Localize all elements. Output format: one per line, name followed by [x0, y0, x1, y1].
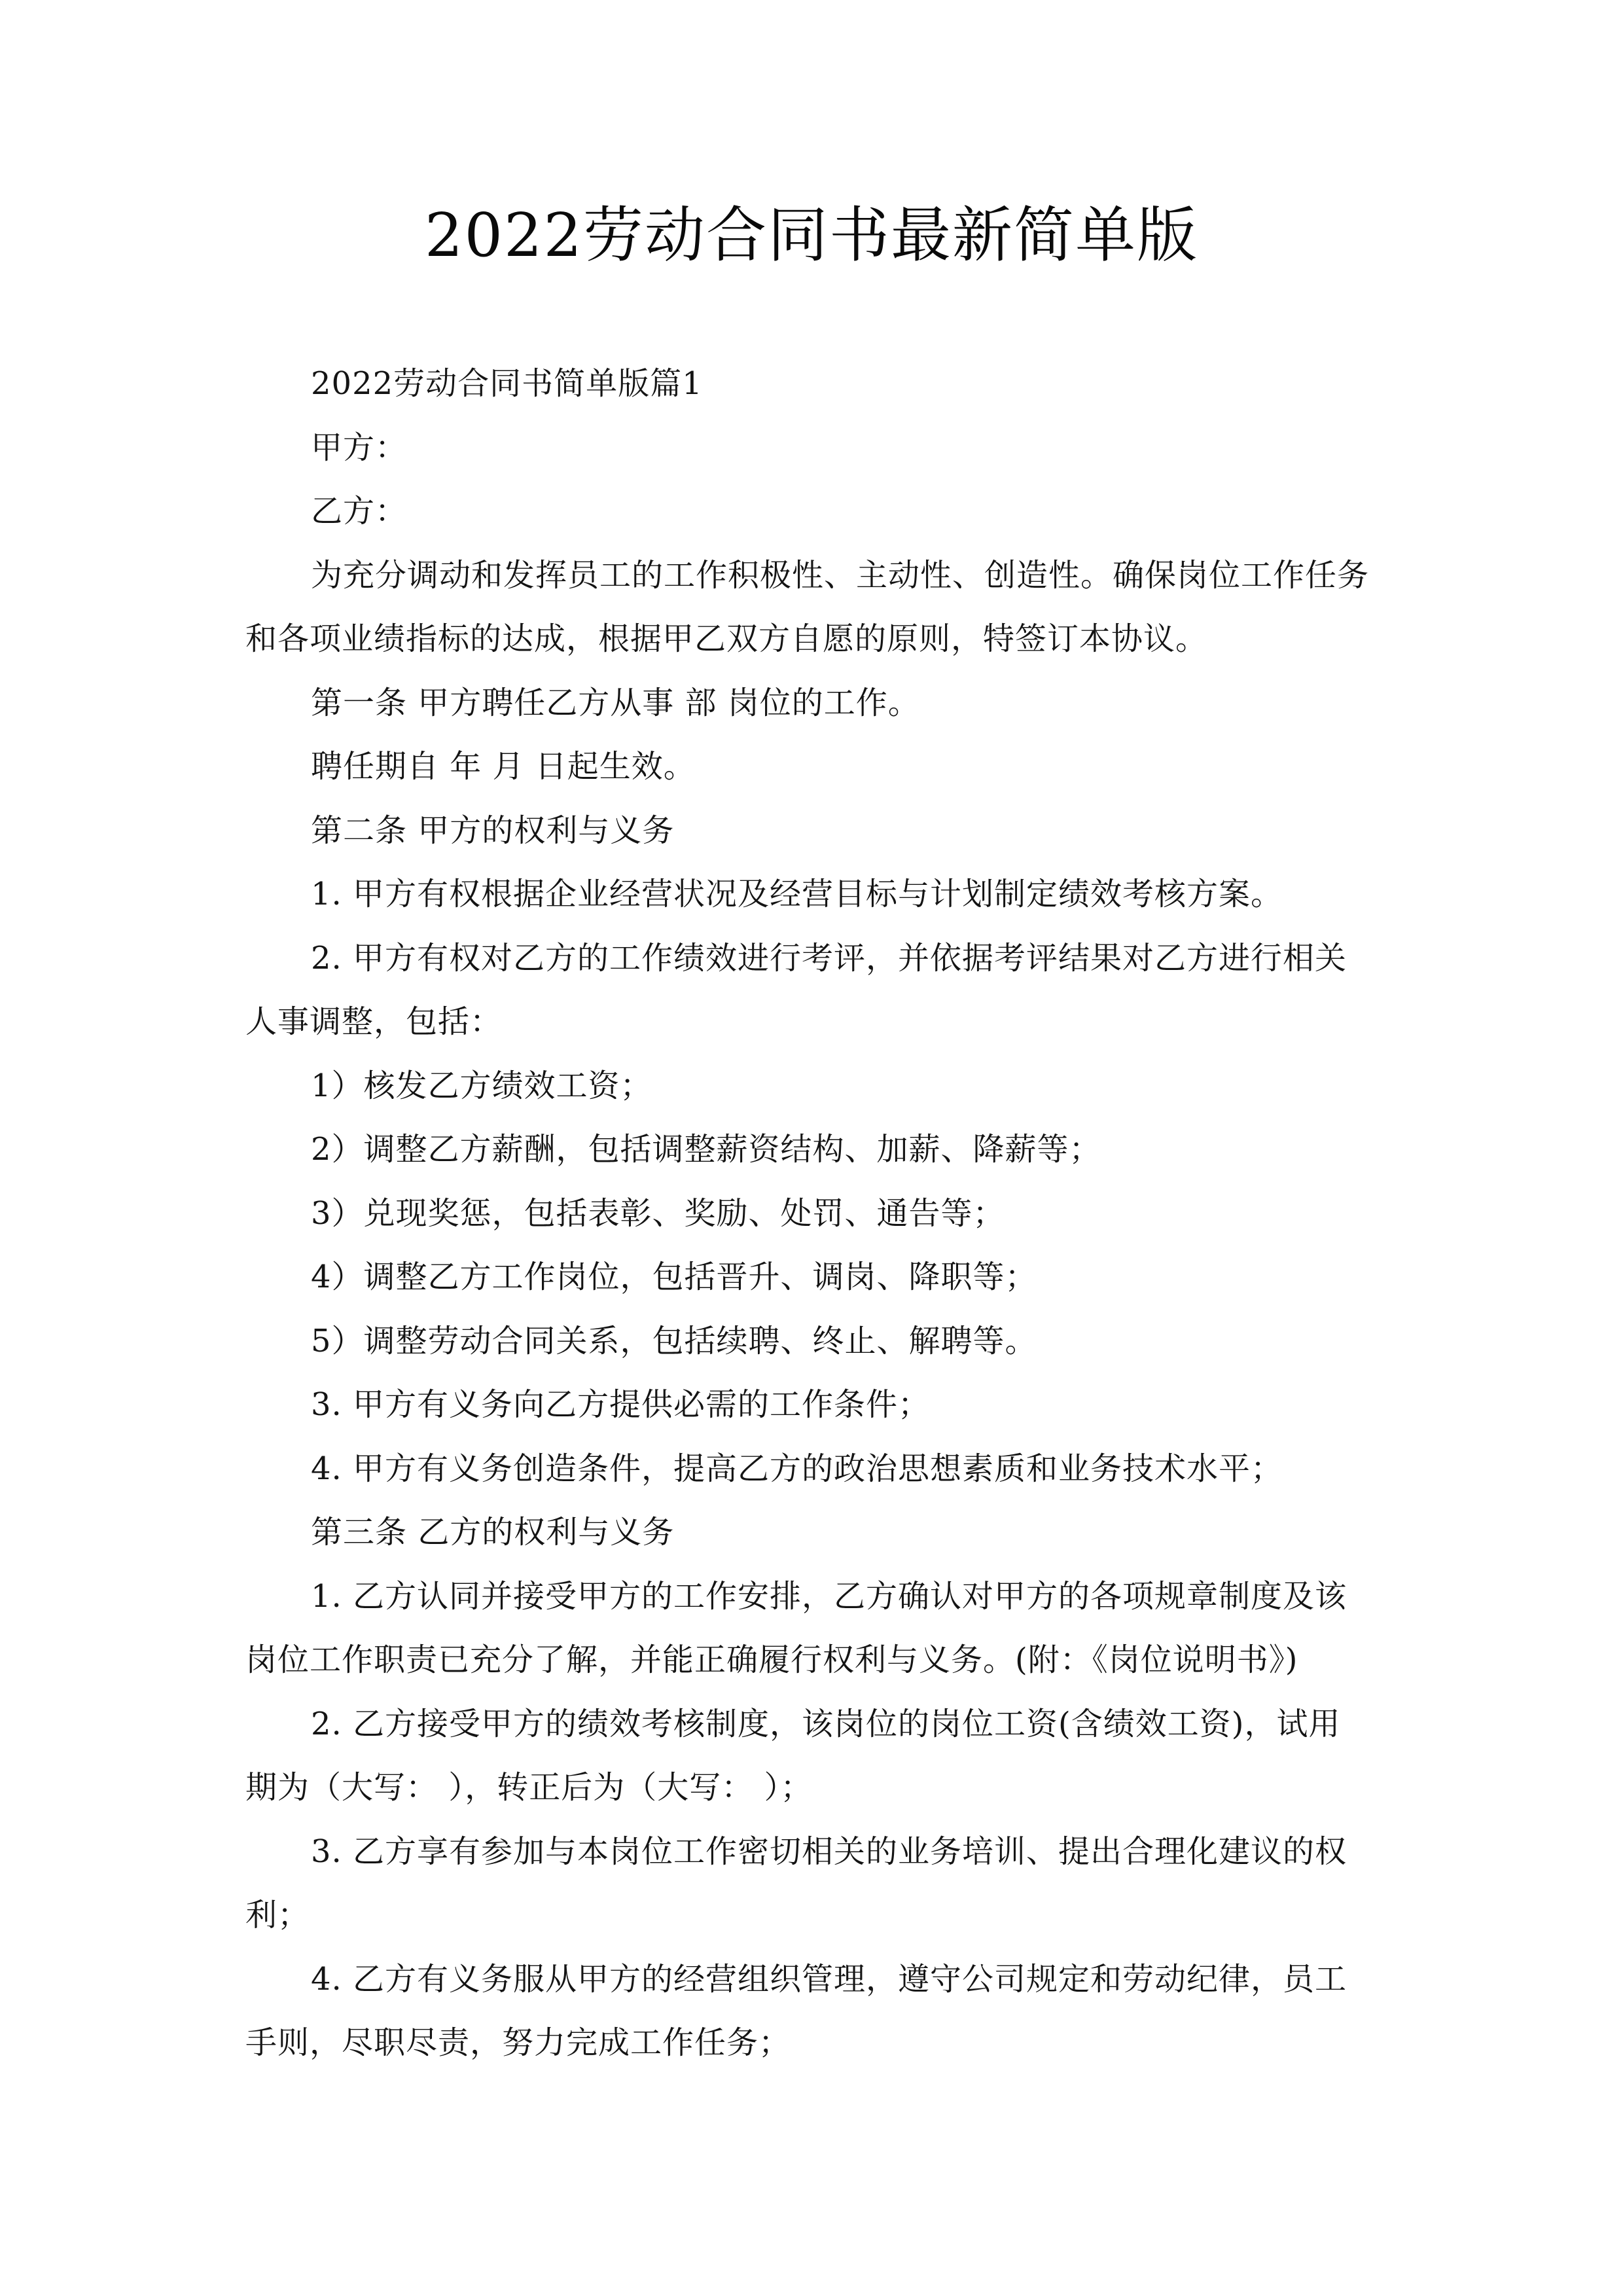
article-2-clause-3: 3. 甲方有义务向乙方提供必需的工作条件；: [311, 1386, 931, 1423]
article-3-clause-4-line-2: 手则，尽职尽责，努力完成工作任务；: [245, 2024, 791, 2061]
document-body: [245, 352, 1381, 2075]
party-b-label: 乙方：: [311, 493, 408, 529]
article-2-clause-2-line-1: 2. 甲方有权对乙方的工作绩效进行考评，并依据考评结果对乙方进行相关: [311, 939, 1347, 977]
article-2-clause-4: 4. 甲方有义务创造条件，提高乙方的政治思想素质和业务技术水平；: [311, 1450, 1283, 1487]
article-2-subitem-3: 3）兑现奖惩，包括表彰、奖励、处罚、通告等；: [311, 1194, 1005, 1232]
section-heading: 2022劳动合同书简单版篇1: [311, 365, 703, 402]
document-title: 2022劳动合同书最新简单版: [424, 200, 1199, 270]
article-1: 第一条 甲方聘任乙方从事 部 岗位的工作。: [311, 684, 920, 721]
article-2-clause-2-line-2: 人事调整，包括：: [245, 1003, 503, 1040]
article-2-subitem-4: 4）调整乙方工作岗位，包括晋升、调岗、降职等；: [311, 1259, 1037, 1295]
article-3-clause-3-line-1: 3. 乙方享有参加与本岗位工作密切相关的业务培训、提出合理化建议的权: [311, 1833, 1347, 1870]
article-1-term: 聘任期自 年 月 日起生效。: [311, 748, 696, 785]
article-3-clause-4-line-1: 4. 乙方有义务服从甲方的经营组织管理，遵守公司规定和劳动纪律，员工: [311, 1960, 1347, 1998]
article-3-clause-2-line-2: 期为（大写： ），转正后为（大写： ）；: [245, 1769, 813, 1806]
party-a-label: 甲方：: [311, 429, 408, 466]
article-3-heading: 第三条 乙方的权利与义务: [311, 1514, 675, 1551]
article-3-clause-2-line-1: 2. 乙方接受甲方的绩效考核制度，该岗位的岗位工资(含绩效工资)，试用: [311, 1705, 1341, 1742]
article-2-subitem-5: 5）调整劳动合同关系，包括续聘、终止、解聘等。: [311, 1322, 1037, 1359]
article-3-clause-1-line-1: 1. 乙方认同并接受甲方的工作安排，乙方确认对甲方的各项规章制度及该: [311, 1577, 1347, 1615]
article-3-clause-1-line-2: 岗位工作职责已充分了解，并能正确履行权利与义务。(附：《岗位说明书》): [245, 1641, 1298, 1678]
article-2-subitem-2: 2）调整乙方薪酬，包括调整薪资结构、加薪、降薪等；: [311, 1131, 1101, 1168]
preamble-line-1: 为充分调动和发挥员工的工作积极性、主动性、创造性。确保岗位工作任务: [311, 556, 1370, 594]
article-3-clause-3-line-2: 利；: [245, 1897, 310, 1933]
preamble-line-2: 和各项业绩指标的达成，根据甲乙双方自愿的原则，特签订本协议。: [245, 620, 1208, 657]
article-2-clause-1: 1. 甲方有权根据企业经营状况及经营目标与计划制定绩效考核方案。: [311, 876, 1283, 912]
article-2-heading: 第二条 甲方的权利与义务: [311, 812, 675, 849]
article-2-subitem-1: 1）核发乙方绩效工资；: [311, 1067, 652, 1104]
